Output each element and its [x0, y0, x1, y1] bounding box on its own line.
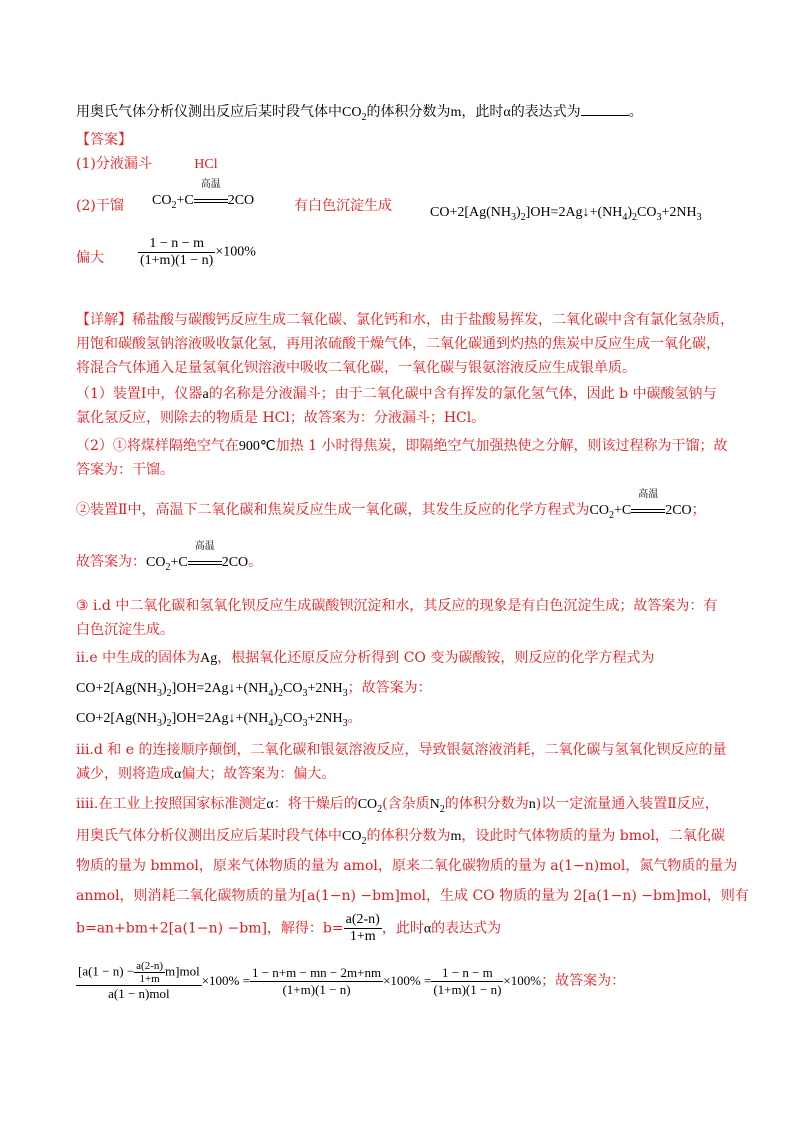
question-text: 用奥氏气体分析仪测出反应后某时段气体中 [76, 104, 342, 120]
detail-p6-l3: $CO+2[Ag(NH_3)_2]OH=2Ag↓+(NH_4)_2CO_3+2NH_3$。 [76, 710, 362, 729]
equation-co2-c-inline: $CO_2+C$ 高温 2CO [589, 489, 692, 521]
answer-1-value: HCl [194, 157, 218, 172]
question-text: ，此时 [461, 104, 504, 120]
detail-p8-l2: 用奥氏气体分析仪测出反应后某时段气体中$CO_2$的体积分数为m，设此时气体物质的量为 bmol，二氧化碳 [76, 828, 725, 847]
m-variable: m [450, 829, 462, 844]
detail-p5-l2: 白色沉淀生成。 [76, 622, 174, 638]
equation-co2-c: $CO_2+C$ 高温 2CO [152, 179, 255, 211]
answer-2-label: (2)干馏 [76, 198, 124, 214]
instrument-a: a [202, 387, 209, 402]
detail-p8-l3: 物质的量为 bmmol，原来气体物质的量为 amol，原来二氧化碳物质的量为 a(1−n)mol，氮气物质的量为 [76, 858, 738, 874]
alpha-symbol: α [503, 105, 511, 120]
detail-p6-l2: $CO+2[Ag(NH_3)_2]OH=2Ag↓+(NH_4)_2CO_3+2NH_3$；故答案为： [76, 680, 432, 699]
equation-silver-ammonia-inline: $CO+2[Ag(NH_3)_2]OH=2Ag↓+(NH_4)_2CO_3+2NH_3$ [76, 711, 348, 729]
co2-formula: $CO_2$ [357, 797, 383, 815]
equation-silver-ammonia-inline: $CO+2[Ag(NH_3)_2]OH=2Ag↓+(NH_4)_2CO_3+2NH_3$ [76, 681, 348, 699]
co2-formula: $CO_2$ [342, 105, 367, 123]
detail-p7-l1: iii.d 和 e 的连接顺序颠倒，二氧化碳和银氨溶液反应，导致银氨溶液消耗，二氧化碳与氢氧化钡反应的量 [76, 742, 727, 758]
question-text: 的体积分数为 [366, 104, 451, 120]
detail-p1-l1: 【详解】稀盐酸与碳酸钙反应生成二氧化碳、氯化钙和水，由于盐酸易挥发，二氧化碳中含有氯化氢杂质， [76, 312, 734, 328]
alpha-symbol: α [423, 921, 432, 937]
detail-p8-l4: anmol，则消耗二氧化碳物质的量为[a(1−n) −bm]mol，生成 CO 物质的量为 2[a(1−n) −bm]mol，则有 [76, 888, 749, 904]
alpha-symbol: α [174, 767, 182, 782]
answer-blank [581, 103, 629, 116]
detail-p8-l1: iiii.在工业上按照国家标准测定α：将干燥后的$CO_2$(含杂质$N_2$的体积分数为n)以一定流量通入装置Ⅱ反应， [76, 796, 719, 815]
co2-formula: $CO_2$ [342, 829, 367, 847]
answer-2 [76, 196, 124, 216]
question-line [76, 102, 643, 128]
n-variable: n [528, 797, 536, 812]
alpha-symbol: α [266, 797, 274, 812]
detail-p1-l2: 用饱和碳酸氢钠溶液吸收氯化氢，再用浓硫酸干燥气体，二氧化碳通到灼热的焦炭中反应生成一氧化碳， [76, 336, 720, 352]
fraction: $\frac{a(2-n)}{1+m}$ [345, 912, 380, 944]
temperature: 900℃ [238, 439, 276, 454]
m-variable: m [450, 105, 462, 120]
answer-2-phenomenon: 有白色沉淀生成 [294, 198, 392, 214]
detail-p4-l2: 故答案为：$CO_2+C$ 高温 2CO。 [76, 541, 263, 573]
answer-3-fraction: $\frac{1 - n - m}{(1+m)(1 - n)}$ ×100% [140, 236, 256, 268]
answer-3-label: 偏大 [76, 250, 104, 266]
answer-1-label: (1)分液漏斗 [76, 156, 152, 172]
question-text: 。 [628, 104, 643, 120]
answer-heading: 【答案】 [76, 132, 132, 148]
question-text: 的表达式为 [510, 104, 581, 120]
equation-silver-ammonia: $CO+2[Ag(NH_3)_2]OH=2Ag↓+(NH_4)_2CO_3+2NH_3$ [430, 205, 702, 223]
detail-p3-l1: （2）①将煤样隔绝空气在900℃加热 1 小时得焦炭，即隔绝空气加强热使之分解，则该过程称为干馏；故 [76, 438, 728, 454]
detail-p1-l3: 将混合气体通入足量氢氧化钡溶液中吸收二氧化碳，一氧化碳与银氨溶液反应生成银单质。 [76, 360, 636, 376]
fraction: $\frac{1 - n - m}{(1+m)(1 - n)}$ [140, 236, 214, 268]
fraction: [a(1 − n) − $\frac{a(2-n)}{1+m}$ m]mol a(1 − n)mol [78, 960, 200, 1001]
high-temp-condition: 高温 [194, 191, 228, 211]
detail-p6-l1: ii.e 中生成的固体为Ag，根据氧化还原反应分析得到 CO 变为碳酸铵，则反应的化学方程式为 [76, 650, 655, 666]
fraction: $\frac{1 - n - m}{(1+m)(1 - n)}$ [433, 964, 502, 997]
detail-p4-l1: ②装置Ⅱ中，高温下二氧化碳和焦炭反应生成一氧化碳，其发生反应的化学方程式为$CO_2+C$ 高温 2CO； [76, 489, 706, 521]
equation-co2-c-inline: $CO_2+C$ 高温 2CO [146, 541, 249, 573]
detail-p2-l1: （1）装置Ⅰ中，仪器a的名称是分液漏斗；由于二氧化碳中含有挥发的氯化氢气体，因此 b 中碳酸氢钠与 [76, 386, 717, 402]
detail-p3-l2: 答案为：干馏。 [76, 462, 174, 478]
detail-p2-l2: 氯化氢反应，则除去的物质是 HCl；故答案为：分液漏斗；HCl。 [76, 410, 486, 426]
answer-1 [76, 154, 218, 175]
n2-formula: $N_2$ [429, 797, 445, 815]
detail-heading: 【详解】 [76, 312, 132, 328]
silver-symbol: Ag [200, 651, 218, 666]
detail-p5-l1: ③ i.d 中二氧化碳和氢氧化钡反应生成碳酸钡沉淀和水，其反应的现象是有白色沉淀生成；故答案为：有 [76, 598, 718, 614]
detail-p7-l2: 减少，则将造成α偏大；故答案为：偏大。 [76, 766, 336, 782]
alpha-derivation: [a(1 − n) − $\frac{a(2-n)}{1+m}$ m]mol a(1 − n)mol ×100% = $\frac{1 - n+m - mn - 2m+nm}{(1+m)(1 - n)}$ ×100% = $\frac{1 - n - m}{(1+m)(1 - n)}$ ×100%；故答案为： [78, 960, 626, 1001]
fraction: $\frac{1 - n+m - mn - 2m+nm}{(1+m)(1 - n)}$ [251, 964, 382, 997]
detail-p8-l5: b=an+bm+2[a(1−n) −bm]，解得：b= $\frac{a(2-n)}{1+m}$ ，此时α的表达式为 [76, 912, 502, 944]
fraction: $\frac{a(2-n)}{1+m}$ [136, 960, 164, 985]
